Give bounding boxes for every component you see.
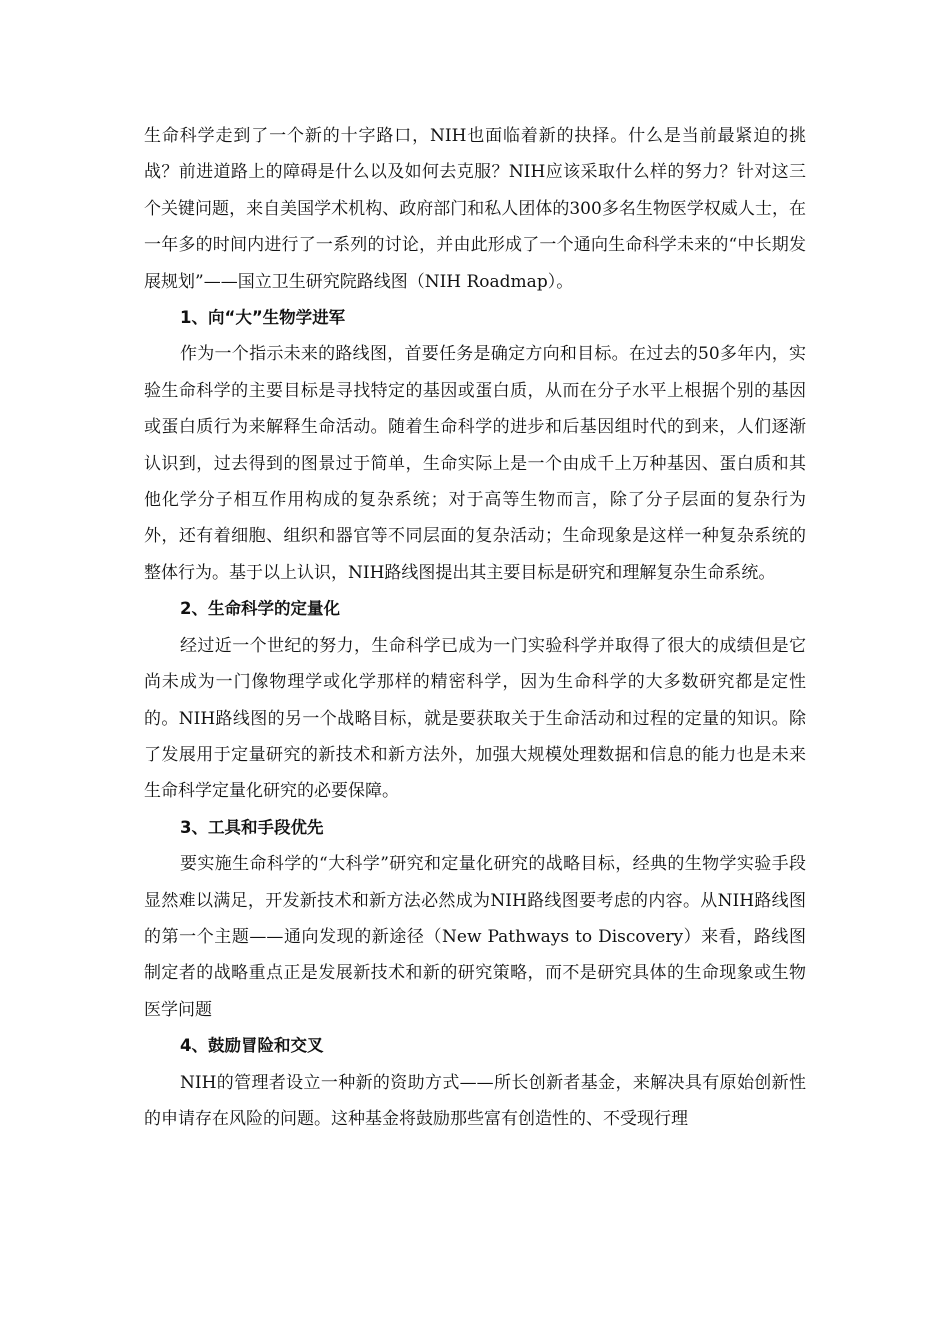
section-1-paragraph: 作为一个指示未来的路线图，首要任务是确定方向和目标。在过去的50多年内，实验生命科学的主要目标是寻找特定的基因或蛋白质，从而在分子水平上根据个别的基因或蛋白质行为来解释生命活动。随着生命科学的进步和后基因组时代的到来，人们逐渐认识到，过去得到的图景过于简单，生命实际上是一个由成千上万种基因、蛋白质和其他化学分子相互作用构成的复杂系统；对于高等生物而言，除了分子层面的复杂行为外，还有着细胞、组织和器官等不同层面的复杂活动；生命现象是这样一种复杂系统的整体行为。基于以上认识，NIH路线图提出其主要目标是研究和理解复杂生命系统。 <box>144 344 806 583</box>
intro-paragraph: 生命科学走到了一个新的十字路口，NIH也面临着新的抉择。什么是当前最紧迫的挑战？前进道路上的障碍是什么以及如何去克服？NIH应该采取什么样的努力？针对这三个关键问题，来自美国学术机构、政府部门和私人团体的300多名生物医学权威人士，在一年多的时间内进行了一系列的讨论，并由此形成了一个通向生命科学未来的“中长期发展规划”——国立卫生研究院路线图（NIH Roadmap）。 <box>144 126 806 292</box>
section-1-heading: 1、向“大”生物学进军 <box>180 308 346 328</box>
section-4-heading: 4、鼓励冒险和交叉 <box>180 1036 324 1056</box>
section-3-heading: 3、工具和手段优先 <box>180 817 324 837</box>
document-body <box>144 118 806 1137</box>
section-2-paragraph: 经过近一个世纪的努力，生命科学已成为一门实验科学并取得了很大的成绩但是它尚未成为一门像物理学或化学那样的精密科学，因为生命科学的大多数研究都是定性的。NIH路线图的另一个战略目标，就是要获取关于生命活动和过程的定量的知识。除了发展用于定量研究的新技术和新方法外，加强大规模处理数据和信息的能力也是未来生命科学定量化研究的必要保障。 <box>144 635 806 802</box>
section-2-heading: 2、生命科学的定量化 <box>180 599 340 619</box>
section-3-paragraph: 要实施生命科学的“大科学”研究和定量化研究的战略目标，经典的生物学实验手段显然难以满足，开发新技术和新方法必然成为NIH路线图要考虑的内容。从NIH路线图的第一个主题——通向发现的新途径（New Pathways to Discovery）来看，路线图制定者的战略重点正是发展新技术和新的研究策略，而不是研究具体的生命现象或生物医学问题 <box>144 854 806 1020</box>
section-4-paragraph: NIH的管理者设立一种新的资助方式——所长创新者基金，来解决具有原始创新性的申请存在风险的问题。这种基金将鼓励那些富有创造性的、不受现行理 <box>144 1072 806 1129</box>
